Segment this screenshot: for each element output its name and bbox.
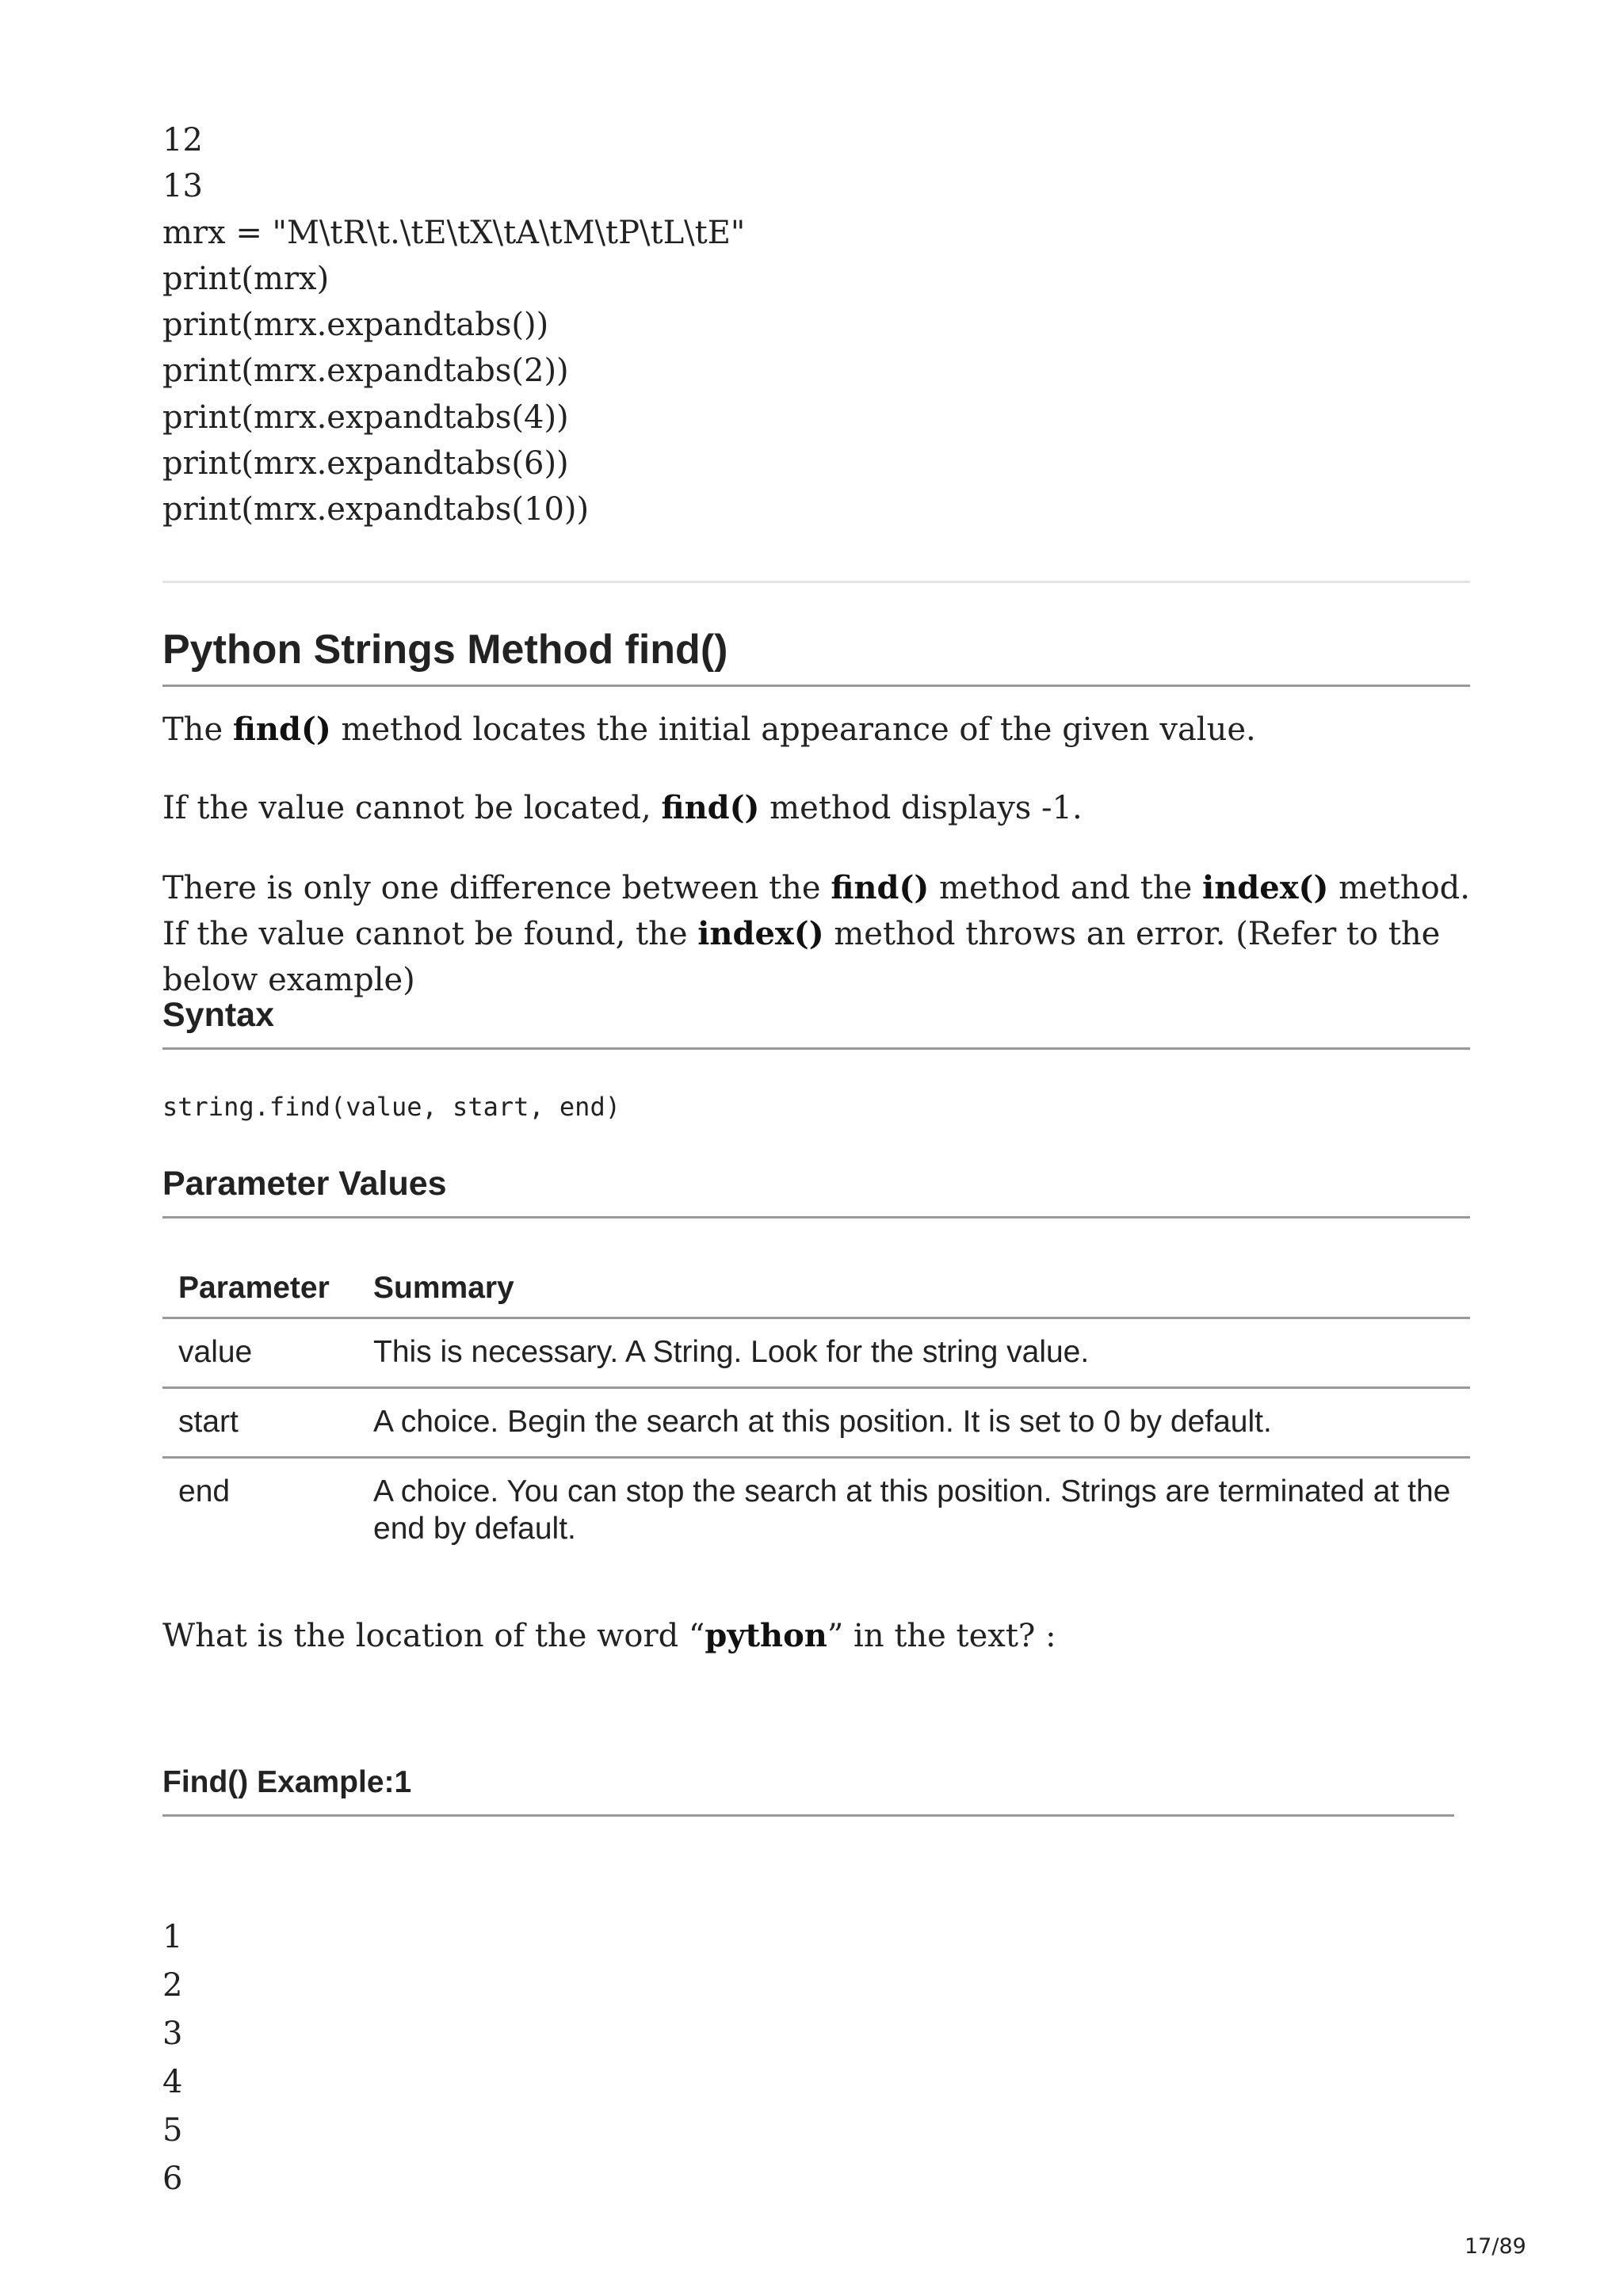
- syntax-heading: Syntax: [162, 996, 1470, 1050]
- code-line: 13: [162, 168, 203, 205]
- table-row: [162, 1458, 1470, 1564]
- table-cell: end: [178, 1474, 231, 1508]
- code-line: print(mrx.expandtabs(6)): [162, 445, 569, 482]
- text: method throws an error. (Refer to the below example): [162, 916, 1441, 998]
- text: method and the: [929, 870, 1203, 906]
- bold-text: find(): [232, 711, 331, 748]
- example-heading: Find() Example:1: [162, 1765, 1454, 1817]
- bold-text: find(): [831, 869, 930, 906]
- code-line: print(mrx.expandtabs(4)): [162, 399, 569, 436]
- code-snippet-top: [162, 117, 745, 533]
- syntax-code: string.find(value, start, end): [162, 1092, 621, 1122]
- table-header-row: [162, 1260, 1470, 1318]
- question-paragraph: [162, 1613, 1470, 1659]
- code-line: print(mrx.expandtabs(2)): [162, 353, 569, 390]
- bold-text: python: [705, 1617, 827, 1654]
- table-cell: start: [162, 1388, 357, 1458]
- text: method. If the value cannot be found, the: [162, 870, 1470, 952]
- line-number: 2: [162, 1967, 183, 2004]
- text: method displays -1.: [759, 790, 1083, 826]
- parameter-values-heading: Parameter Values: [162, 1165, 1470, 1219]
- bold-text: index(): [1202, 869, 1329, 906]
- page-number: 17/89: [1465, 2234, 1526, 2259]
- bold-text: index(): [697, 915, 824, 952]
- line-number: 4: [162, 2064, 183, 2100]
- line-number: 3: [162, 2016, 183, 2052]
- parameter-table: [162, 1260, 1470, 1563]
- table-cell: A choice. Begin the search at this position. It is set to 0 by default.: [357, 1388, 1470, 1458]
- line-number: 6: [162, 2161, 183, 2197]
- table-cell: value: [162, 1318, 357, 1388]
- table-cell: A choice. You can stop the search at this position. Strings are terminated at the end by default.: [373, 1474, 1451, 1546]
- paragraph-find-missing: [162, 785, 1470, 831]
- code-line: print(mrx): [162, 260, 330, 297]
- line-number: 1: [162, 1919, 183, 1955]
- paragraph-find-vs-index: [162, 865, 1470, 1003]
- code-line: print(mrx.expandtabs()): [162, 307, 549, 344]
- text: The: [162, 711, 233, 748]
- text: There is only one difference between the: [162, 870, 831, 906]
- table-row: [162, 1388, 1470, 1458]
- code-line: mrx = "M\tR\t.\tE\tX\tA\tM\tP\tL\tE": [162, 214, 746, 251]
- column-header: Parameter: [162, 1260, 357, 1318]
- table-row: [162, 1318, 1470, 1388]
- code-line-numbers: [162, 1913, 182, 2203]
- text: ” in the text? :: [827, 1618, 1056, 1654]
- text: What is the location of the word “: [162, 1618, 705, 1654]
- section-title: Python Strings Method find(): [162, 626, 1470, 687]
- code-line: 12: [162, 122, 203, 158]
- table-cell: This is necessary. A String. Look for the string value.: [357, 1318, 1470, 1388]
- line-number: 5: [162, 2112, 183, 2149]
- text: method locates the initial appearance of the given value.: [330, 711, 1256, 748]
- text: If the value cannot be located,: [162, 790, 662, 826]
- code-line: print(mrx.expandtabs(10)): [162, 491, 590, 528]
- section-divider: [162, 581, 1470, 583]
- paragraph-find-intro: [162, 707, 1470, 753]
- column-header: Summary: [357, 1260, 1470, 1318]
- bold-text: find(): [661, 789, 760, 826]
